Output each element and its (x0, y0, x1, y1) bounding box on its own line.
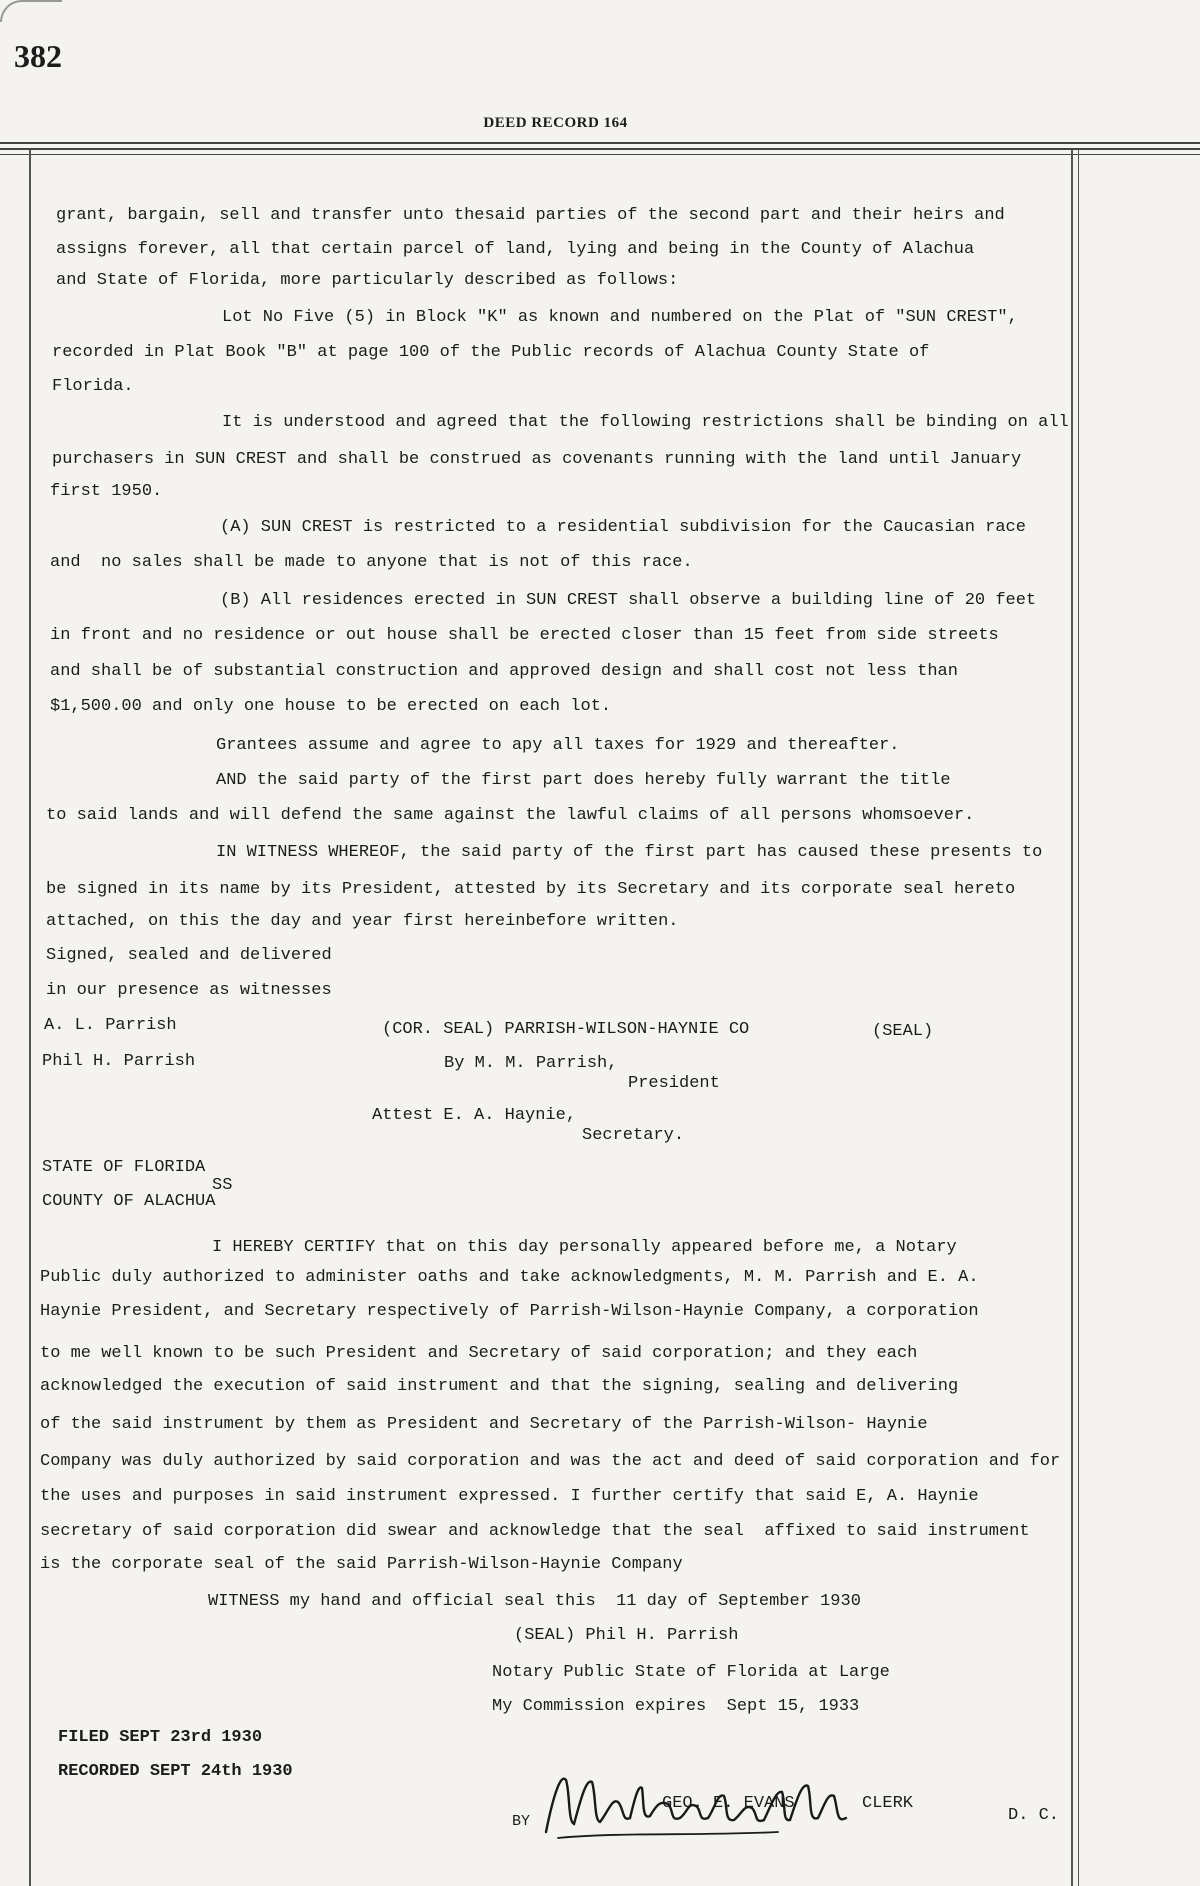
body-line: be signed in its name by its President, attested by its Secretary and its corporate seal hereto (46, 880, 1016, 899)
attest-title: Secretary. (582, 1126, 685, 1145)
body-line: Florida. (52, 377, 134, 396)
body-line: grant, bargain, sell and transfer unto thesaid parties of the second part and their heirs and (56, 206, 1005, 225)
body-line: to said lands and will defend the same against the lawful claims of all persons whomsoever. (46, 806, 975, 825)
body-line: Signed, sealed and delivered (46, 946, 332, 965)
body-line: attached, on this the day and year first hereinbefore written. (46, 912, 679, 931)
right-margin-rule-2 (1078, 150, 1079, 1886)
president-signature: By M. M. Parrish, (444, 1054, 618, 1073)
certificate-line: of the said instrument by them as President and Secretary of the Parrish-Wilson- Haynie (40, 1415, 928, 1434)
body-line: assigns forever, all that certain parcel of land, lying and being in the County of Alachua (56, 240, 975, 259)
body-line: IN WITNESS WHEREOF, the said party of the first part has caused these presents to (216, 843, 1043, 862)
certificate-line: Company was duly authorized by said corporation and was the act and deed of said corporation and for (40, 1452, 1061, 1471)
body-line: $1,500.00 and only one house to be erected on each lot. (50, 697, 612, 716)
body-line: and no sales shall be made to anyone that is not of this race. (50, 553, 693, 572)
certificate-line: is the corporate seal of the said Parrish-Wilson-Haynie Company (40, 1555, 683, 1574)
body-line: Lot No Five (5) in Block "K" as known and numbered on the Plat of "SUN CREST", (222, 308, 1018, 327)
body-line: It is understood and agreed that the following restrictions shall be binding on all (222, 413, 1069, 432)
header-title: DEED RECORD 164 (483, 115, 628, 131)
certificate-line: acknowledged the execution of said instrument and that the signing, sealing and delivering (40, 1377, 959, 1396)
page-number: 382 (14, 38, 62, 74)
commission-expiry: My Commission expires Sept 15, 1933 (492, 1697, 860, 1716)
notary-title: Notary Public State of Florida at Large (492, 1663, 890, 1682)
certificate-line: secretary of said corporation did swear and acknowledge that the seal affixed to said instrument (40, 1522, 1030, 1541)
body-line: (A) SUN CREST is restricted to a residential subdivision for the Caucasian race (220, 518, 1026, 537)
certificate-line: Public duly authorized to administer oaths and take acknowledgments, M. M. Parrish and E. A. (40, 1268, 979, 1287)
president-title: President (628, 1074, 720, 1093)
header-rule-1 (0, 142, 1200, 144)
body-line: in our presence as witnesses (46, 981, 332, 1000)
filed-date: FILED SEPT 23rd 1930 (58, 1728, 263, 1747)
body-line: first 1950. (50, 482, 163, 501)
body-line: and shall be of substantial construction and approved design and shall cost not less than (50, 662, 958, 681)
body-line: AND the said party of the first part does hereby fully warrant the title (216, 771, 951, 790)
body-line: (B) All residences erected in SUN CREST shall observe a building line of 20 feet (220, 591, 1037, 610)
by-label: BY (512, 1813, 531, 1830)
body-line: purchasers in SUN CREST and shall be construed as covenants running with the land until January (52, 450, 1022, 469)
header-rule-3 (0, 154, 1200, 155)
dc-label: D. C. (1008, 1806, 1060, 1825)
certificate-line: I HEREBY CERTIFY that on this day personally appeared before me, a Notary (212, 1238, 957, 1257)
venue-state: STATE OF FLORIDA (42, 1158, 206, 1177)
clerk-label: CLERK (862, 1794, 914, 1813)
certificate-line: the uses and purposes in said instrument expressed. I further certify that said E, A. Haynie (40, 1487, 979, 1506)
venue-ss: SS (212, 1176, 233, 1195)
corporate-seal-line: (COR. SEAL) PARRISH-WILSON-HAYNIE CO (382, 1020, 750, 1039)
attest-signature: Attest E. A. Haynie, (372, 1106, 577, 1125)
witness-line: WITNESS my hand and official seal this 11 day of September 1930 (208, 1592, 861, 1611)
certificate-line: Haynie President, and Secretary respectively of Parrish-Wilson-Haynie Company, a corporation (40, 1302, 979, 1321)
seal-label: (SEAL) (872, 1022, 934, 1041)
recorded-date: RECORDED SEPT 24th 1930 (58, 1762, 293, 1781)
page-corner (0, 0, 62, 22)
clerk-name: GEO. E. EVANS (662, 1794, 795, 1813)
right-margin-rule (1071, 150, 1073, 1886)
notary-seal: (SEAL) Phil H. Parrish (514, 1626, 739, 1645)
left-margin-rule (29, 150, 31, 1886)
venue-county: COUNTY OF ALACHUA (42, 1192, 216, 1211)
witness-name: A. L. Parrish (44, 1016, 177, 1035)
witness-name: Phil H. Parrish (42, 1052, 196, 1071)
body-line: recorded in Plat Book "B" at page 100 of the Public records of Alachua County State of (52, 343, 930, 362)
body-line: in front and no residence or out house shall be erected closer than 15 feet from side streets (50, 626, 999, 645)
deputy-clerk-signature-image (538, 1762, 863, 1852)
body-line: and State of Florida, more particularly described as follows: (56, 271, 679, 290)
header-rule-2 (0, 148, 1200, 150)
certificate-line: to me well known to be such President and Secretary of said corporation; and they each (40, 1344, 918, 1363)
body-line: Grantees assume and agree to apy all taxes for 1929 and thereafter. (216, 736, 900, 755)
